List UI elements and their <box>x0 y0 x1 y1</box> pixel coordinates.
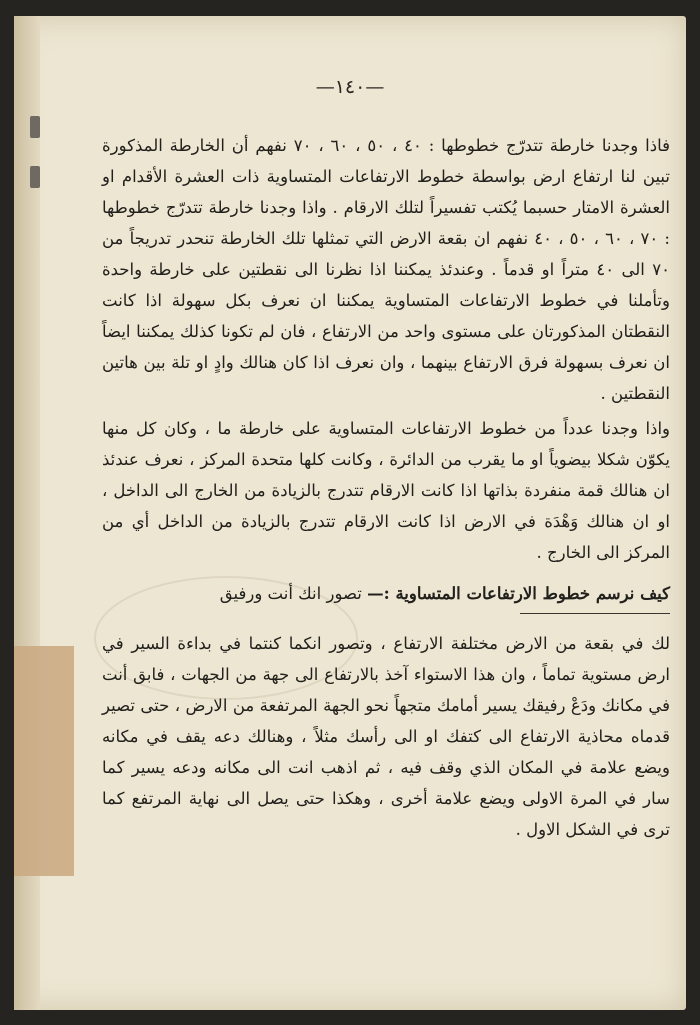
paragraph: واذا وجدنا عدداً من خطوط الارتفاعات المتساوية على خارطة ما ، وكان كل منها يكوّن شكلا بيضوياً او ما يقرب من الدائرة ، وكانت كلها متحدة المركز ، نعرف عندئذ ان هنالك قمة منفردة بذاتها اذا كانت الارقام تتدرج بالزيادة من الخارج الى الداخل ، او ان هنالك وَهْدَة في الارض اذا كانت الارقام تتدرج بالزيادة من الداخل أي من المركز الى الخارج . <box>102 419 670 562</box>
section-heading: كيف نرسم خطوط الارتفاعات المتساوية :— <box>367 584 670 603</box>
body-text <box>102 130 670 849</box>
page-number: —١٤٠— <box>315 76 385 98</box>
heading-underline <box>520 613 670 614</box>
binding-stitch <box>30 166 40 188</box>
section-heading-line <box>102 578 670 609</box>
paragraph: لك في بقعة من الارض مختلفة الارتفاع ، وتصور انكما كنتما في بداءة السير في ارض مستوية تماماً ، وان هذا الاستواء آخذ بالارتفاع الى جهة من الجهات ، فابق أنت في مكانك ودَعْ رفيقك يسير أمامك متجهاً نحو الجهة المرتفعة من الارض ، حتى تصير قدماه محاذية الارتفاع الى كتفك او الى رأسك مثلاً ، وهنالك دعه يقف في مكانه ويضع علامة في المكان الذي وقف فيه ، ثم اذهب انت الى مكانه ودعه يسير كما سار في المرة الاولى ويضع علامة أخرى ، وهكذا حتى يصل الى نهاية المرتفع كما ترى في الشكل الاول . <box>102 634 670 839</box>
book-page <box>14 16 686 1010</box>
repair-tape <box>14 646 74 876</box>
paragraph: فاذا وجدنا خارطة تتدرّج خطوطها : ٤٠ ، ٥٠ ، ٦٠ ، ٧٠ نفهم أن الخارطة المذكورة تبين لنا ارتفاع ارض بواسطة خطوط الارتفاعات المتساوية ذات العشرة الأقدام او العشرة الامتار حسبما يُكتب تفسيراً لتلك الارقام . واذا وجدنا خارطة تتدرّج خطوطها : ٧٠ ، ٦٠ ، ٥٠ ، ٤٠ نفهم ان بقعة الارض التي تمثلها تلك الخارطة تنحدر تدريجاً من ٧٠ الى ٤٠ متراً او قدماً . وعندئذ يمكننا اذا نظرنا الى نقطتين على خارطة واحدة وتأملنا في خطوط الارتفاعات المتساوية يمكننا ان نعرف بكل سهولة اذا كانت النقطتان المذكورتان على مستوى واحد من الارتفاع ، فان لم تكونا كذلك يمكننا ايضاً ان نعرف بسهولة فرق الارتفاع بينهما ، وان نعرف اذا كان هنالك وادٍ او تلة بين هاتين النقطتين . <box>102 136 670 403</box>
paragraph-start: تصور انك أنت ورفيق <box>219 584 362 603</box>
binding-stitch <box>30 116 40 138</box>
